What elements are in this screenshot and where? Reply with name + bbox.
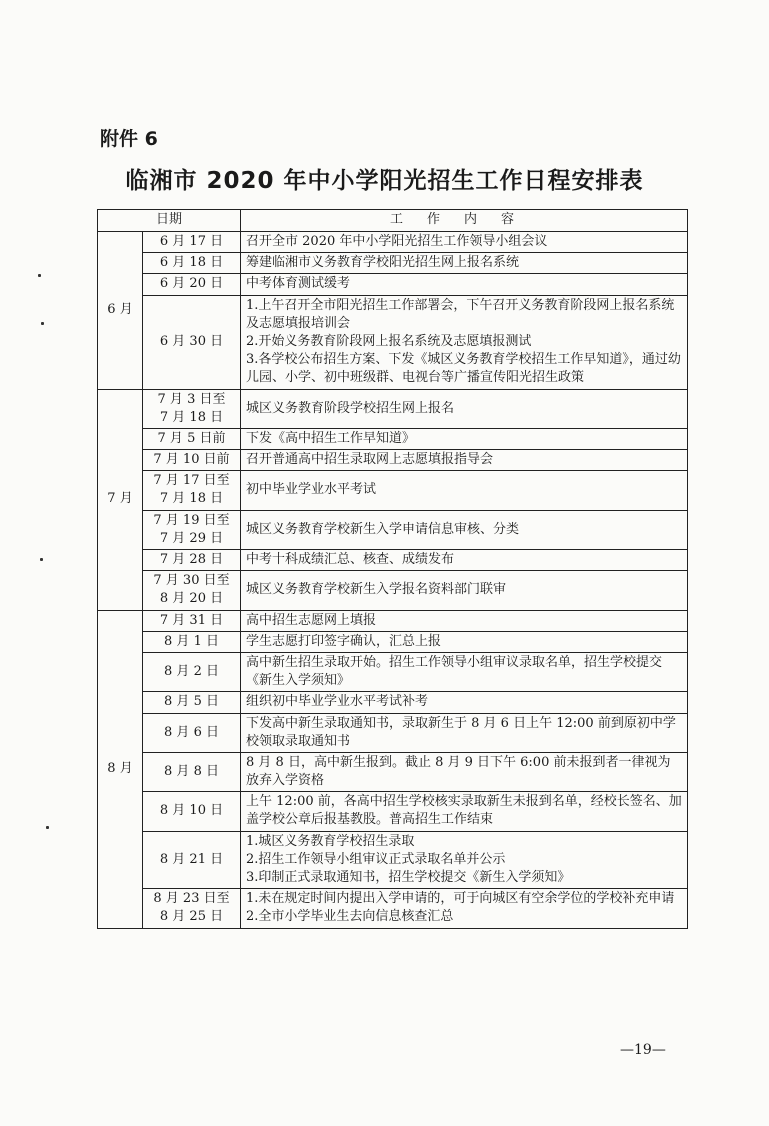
table-row — [98, 652, 688, 691]
content-line: 3.各学校公布招生方案、下发《城区义务教育学校招生工作早知道》，通过幼儿园、小学、初中班级群、电视台等广播宣传阳光招生政策 — [246, 352, 681, 386]
date-cell — [143, 831, 241, 889]
content-line: 高中招生志愿网上填报 — [246, 612, 377, 628]
month-cell: 8 月 — [98, 610, 143, 928]
content-cell — [241, 631, 688, 652]
content-line: 1.城区义务教育学校招生录取 — [246, 833, 415, 849]
content-cell — [241, 550, 688, 571]
content-line: 筹建临湘市义务教育学校阳光招生网上报名系统 — [246, 255, 520, 271]
content-cell — [241, 831, 688, 889]
content-line: 中考十科成绩汇总、核查、成绩发布 — [246, 552, 455, 567]
schedule-body — [98, 232, 688, 929]
date-cell — [143, 295, 241, 389]
content-line: 城区义务教育阶段学校招生网上报名 — [246, 400, 455, 416]
date-cell — [143, 631, 241, 652]
date-cell — [143, 610, 241, 631]
date-line: 8 月 5 日 — [164, 694, 219, 710]
content-cell — [241, 889, 688, 928]
table-row — [98, 571, 688, 610]
date-line: 6 月 30 日 — [159, 333, 224, 349]
content-cell — [241, 510, 688, 549]
date-cell — [143, 253, 241, 274]
date-line: 7 月 18 日 — [159, 409, 224, 425]
scan-speck — [38, 274, 41, 277]
content-cell — [241, 752, 688, 791]
date-line: 8 月 20 日 — [159, 591, 224, 607]
date-line: 7 月 29 日 — [159, 530, 224, 546]
table-row — [98, 752, 688, 791]
date-line: 7 月 10 日前 — [153, 452, 230, 468]
attachment-label: 附件 6 — [100, 128, 158, 150]
date-line: 8 月 6 日 — [164, 724, 219, 740]
date-cell — [143, 792, 241, 831]
date-cell — [143, 713, 241, 752]
content-cell — [241, 471, 688, 510]
content-line: 2.全市小学毕业生去向信息核查汇总 — [246, 909, 454, 925]
date-line: 6 月 17 日 — [159, 234, 224, 249]
table-row — [98, 550, 688, 571]
header-date: 日期 — [98, 210, 241, 232]
date-cell — [143, 652, 241, 691]
content-line: 1.上午召开全市阳光招生工作部署会，下午召开义务教育阶段网上报名系统及志愿填报培训会 — [246, 297, 675, 331]
table-row — [98, 631, 688, 652]
content-line: 城区义务教育学校新生入学报名资料部门联审 — [246, 582, 507, 598]
schedule-table — [97, 209, 688, 929]
content-line: 城区义务教育学校新生入学申请信息审核、分类 — [246, 521, 520, 537]
table-row — [98, 692, 688, 713]
table-row — [98, 713, 688, 752]
content-line: 8 月 8 日，高中新生报到。截止 8 月 9 日下午 6:00 前未报到者一律视为放弃入学资格 — [246, 754, 671, 789]
table-row — [98, 295, 688, 389]
date-line: 8 月 10 日 — [159, 803, 224, 819]
content-line: 学生志愿打印签字确认，汇总上报 — [246, 633, 442, 649]
month-cell: 6 月 — [98, 232, 143, 390]
date-cell — [143, 571, 241, 610]
date-cell — [143, 274, 241, 295]
header-work: 工作内容 — [241, 210, 688, 232]
table-row — [98, 389, 688, 428]
content-cell — [241, 450, 688, 471]
table-row — [98, 610, 688, 631]
content-line: 高中新生招生录取开始。招生工作领导小组审议录取名单，招生学校提交《新生入学须知》 — [246, 654, 663, 689]
content-line: 上午 12:00 前，各高中招生学校核实录取新生未报到名单，经校长签名、加盖学校公章后报基教股。普高招生工作结束 — [246, 794, 682, 828]
table-row — [98, 274, 688, 295]
content-cell — [241, 571, 688, 610]
content-line: 3.印制正式录取通知书，招生学校提交《新生入学须知》 — [246, 870, 571, 885]
date-cell — [143, 232, 241, 253]
date-line: 8 月 8 日 — [164, 763, 219, 779]
date-cell — [143, 550, 241, 571]
date-line: 6 月 18 日 — [159, 255, 224, 271]
content-cell — [241, 274, 688, 295]
month-cell: 7 月 — [98, 389, 143, 610]
date-line: 7 月 3 日至 — [157, 391, 226, 407]
table-row — [98, 510, 688, 549]
content-line: 召开普通高中招生录取网上志愿填报指导会 — [246, 452, 494, 468]
date-line: 7 月 30 日至 — [153, 573, 230, 589]
content-cell — [241, 692, 688, 713]
date-line: 7 月 31 日 — [159, 612, 224, 628]
content-cell — [241, 792, 688, 831]
date-line: 6 月 20 日 — [159, 276, 224, 292]
content-cell — [241, 295, 688, 389]
content-line: 中考体育测试缓考 — [246, 276, 351, 292]
date-line: 8 月 23 日至 — [153, 891, 230, 907]
table-row — [98, 889, 688, 928]
content-line: 1.未在规定时间内提出入学申请的，可于向城区有空余学位的学校补充申请 — [246, 891, 675, 907]
date-line: 8 月 2 日 — [164, 664, 219, 680]
content-cell — [241, 610, 688, 631]
date-cell — [143, 389, 241, 428]
content-line: 召开全市 2020 年中小学阳光招生工作领导小组会议 — [246, 234, 548, 249]
table-row — [98, 792, 688, 831]
date-line: 8 月 1 日 — [164, 633, 219, 649]
date-line: 7 月 5 日前 — [157, 430, 226, 446]
date-line: 7 月 18 日 — [159, 491, 224, 507]
date-cell — [143, 692, 241, 713]
page-number: —19— — [620, 1042, 666, 1058]
content-cell — [241, 232, 688, 253]
date-cell — [143, 752, 241, 791]
table-row — [98, 232, 688, 253]
content-cell — [241, 652, 688, 691]
date-line: 8 月 21 日 — [159, 851, 224, 867]
date-cell — [143, 889, 241, 928]
scan-speck — [40, 558, 43, 561]
content-line: 下发高中新生录取通知书，录取新生于 8 月 6 日上午 12:00 前到原初中学校领取录取通知书 — [246, 715, 676, 749]
content-line: 初中毕业学业水平考试 — [246, 482, 377, 498]
content-line: 2.开始义务教育阶段网上报名系统及志愿填报测试 — [246, 333, 532, 349]
table-row — [98, 428, 688, 449]
content-line: 组织初中毕业学业水平考试补考 — [246, 694, 429, 710]
table-row — [98, 471, 688, 510]
scan-speck — [46, 826, 49, 829]
content-cell — [241, 713, 688, 752]
table-row — [98, 450, 688, 471]
date-cell — [143, 450, 241, 471]
content-line: 2.招生工作领导小组审议正式录取名单并公示 — [246, 851, 506, 867]
table-header-row — [98, 210, 688, 232]
content-cell — [241, 389, 688, 428]
content-cell — [241, 428, 688, 449]
date-cell — [143, 428, 241, 449]
table-row — [98, 831, 688, 889]
content-cell — [241, 253, 688, 274]
date-line: 8 月 25 日 — [159, 909, 224, 925]
date-line: 7 月 17 日至 — [153, 473, 230, 489]
table-row — [98, 253, 688, 274]
document-title: 临湘市 2020 年中小学阳光招生工作日程安排表 — [125, 168, 644, 194]
date-line: 7 月 19 日至 — [153, 512, 230, 528]
scan-speck — [41, 322, 44, 325]
content-line: 下发《高中招生工作早知道》 — [246, 430, 416, 446]
date-cell — [143, 471, 241, 510]
date-cell — [143, 510, 241, 549]
date-line: 7 月 28 日 — [159, 552, 224, 567]
